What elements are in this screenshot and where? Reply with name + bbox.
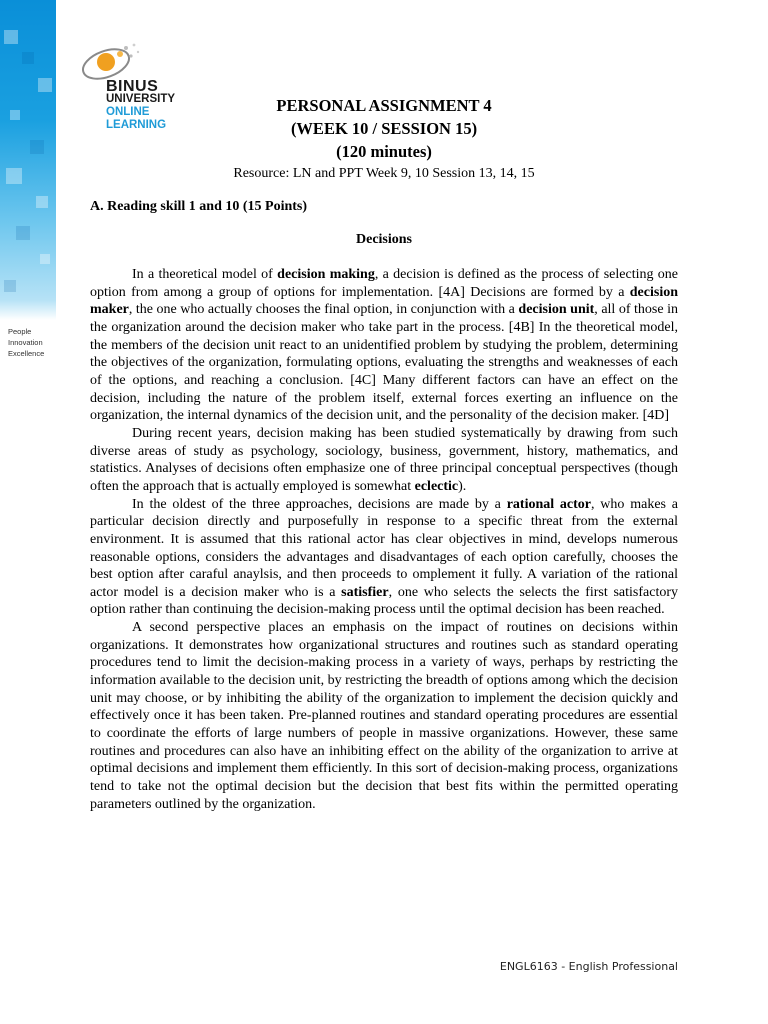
section-heading: A. Reading skill 1 and 10 (15 Points) [90, 199, 308, 214]
passage-keyword: eclectic [414, 478, 459, 494]
reading-passage [90, 266, 678, 813]
passage-text: , one who selects the selects the first satisfactory option rather than continuing the decision-making process until the optimal decision has been reached. [90, 584, 678, 618]
passage-text: A second perspective places an emphasis on the impact of routines on decisions within organizations. It demonstrates how organizational structures and routines such as standard operating procedures tend to limit the decision-making process in a variety of ways, perhaps by restricting the information available to the decision unit, by restricting the breadth of options among which the decision unit may choose, or by inhibiting the ability of the organization to implement the decision quickly and effectively once it has been taken. Pre-planned routines and standard operating procedures are essential to coordinate the efforts of large numbers of people in massive organizations. However, these same routines and procedures can also have an inhibiting effect on the ability of the organization to arrive at optimal decisions and implement them efficiently. In this sort of decision-making process, organizations tend to take not the optimal decision but the decision that best fits within the permitted operating parameters outlined by the organization. [90, 620, 678, 812]
passage-keyword: rational actor [506, 496, 592, 512]
assignment-week-session: (WEEK 10 / SESSION 15) [290, 119, 478, 138]
passage-text: ). [458, 478, 467, 494]
passage-text: , the one who actually chooses the final option, in conjunction with a [128, 302, 519, 318]
passage-keyword: decision maker [90, 284, 678, 318]
passage-text: , all of those in the organization around the decision maker who take part in the process. [4B] In the theoretical model, the members of the decision unit react to an unidentified problem by studying the problem, determining the objectives of the organization, formulating options, evaluating the strengths and weaknesses of each of the options, and reaching a conclusion. [4C] Many different factors can have an effect on the decision, including the nature of the problem itself, external forces exerting an influence on the organization, the internal dynamics of the decision unit, and the personality of the decision maker. [4D] [90, 302, 678, 424]
assignment-duration: (120 minutes) [336, 142, 432, 161]
logo-university: UNIVERSITY [106, 93, 176, 105]
tagline-excellence: Excellence [8, 349, 45, 358]
assignment-heading [0, 94, 768, 163]
passage-keyword: decision unit [518, 302, 595, 318]
logo-binus: BINUS [106, 78, 159, 95]
logo-online: ONLINE [106, 106, 150, 118]
passage-text: In a theoretical model of [132, 267, 278, 282]
passage-keyword: decision making [277, 267, 375, 282]
passage-text: During recent years, decision making has been studied systematically by drawing from such diverse areas of study as psychology, sociology, business, government, history, mathematics, and statistics. Analyses of decisions often emphasize one of three principal conceptual perspectives (though often the approach that is actually employed is somewhat [90, 425, 678, 494]
tagline-people: People [8, 327, 32, 336]
passage-paragraph-4 [90, 619, 678, 813]
passage-paragraph-1 [90, 266, 678, 425]
passage-title: Decisions [356, 232, 412, 247]
logo-learning: LEARNING [106, 119, 167, 131]
tagline [8, 326, 78, 359]
passage-paragraph-3 [90, 496, 678, 620]
footer-course-code: ENGL6163 - English Professional [499, 960, 678, 973]
passage-paragraph-2 [90, 425, 678, 496]
passage-text: , a decision is defined as the process of selecting one option from among a group of options for implementation. [4A] Decisions are formed by a [90, 267, 678, 300]
passage-text: , who makes a particular decision directly and purposefully in response to a specific threat from the external environment. It is assumed that this rational actor has clear objectives in mind, develops numerous reasonable options, considers the advantages and disadvantages of each option carefully, chooses the best option after caraful anaylsis, and then proceeds to omplement it fully. A variation of the rational actor model is a decision maker who is a [90, 496, 678, 600]
resource-line: Resource: LN and PPT Week 9, 10 Session 13, 14, 15 [233, 166, 535, 181]
passage-keyword: satisfier [341, 584, 389, 600]
tagline-innovation: Innovation [8, 338, 43, 347]
passage-text: In the oldest of the three approaches, decisions are made by a [132, 496, 507, 512]
assignment-title: PERSONAL ASSIGNMENT 4 [276, 96, 492, 115]
